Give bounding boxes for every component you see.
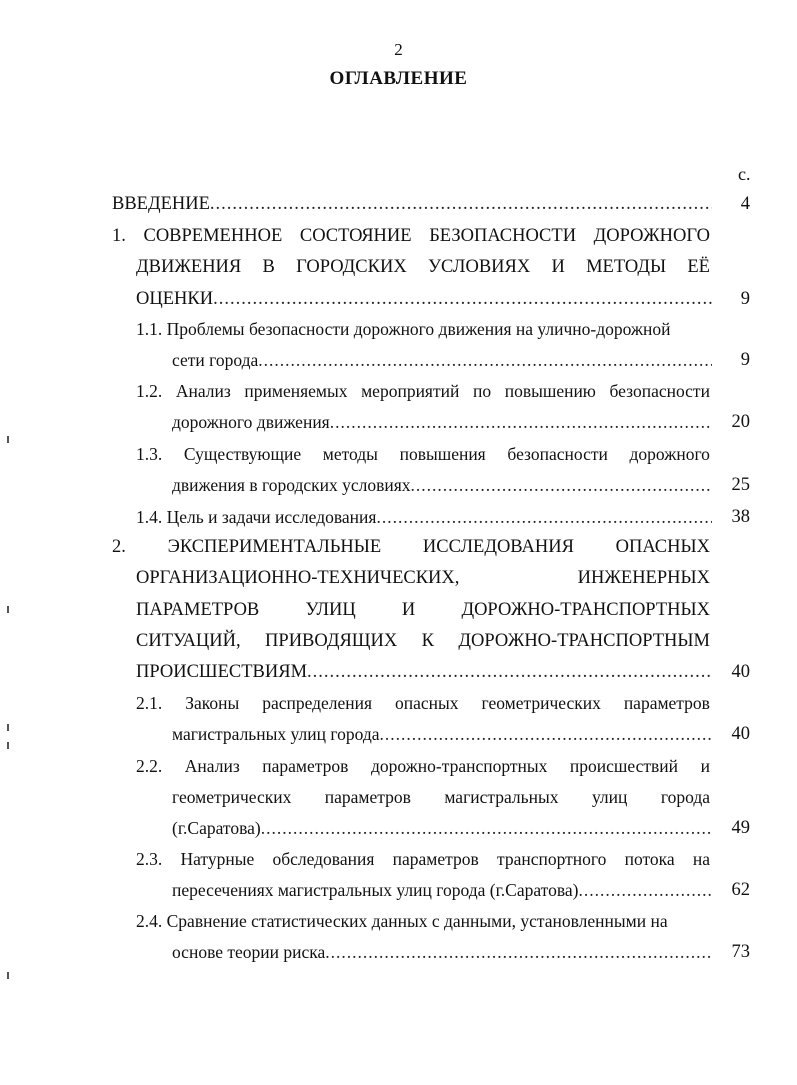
toc-word: ГОРОДСКИХ: [296, 257, 407, 277]
toc-word: повышения: [399, 444, 486, 464]
toc-word: обследования: [272, 849, 375, 869]
page-number: 2: [394, 40, 403, 59]
toc-page-number: 38: [731, 507, 750, 527]
toc-entry-1-3[interactable]: [136, 442, 710, 466]
toc-page-number: 25: [731, 475, 750, 495]
dot-leader: [325, 940, 712, 964]
toc-page-number: 20: [731, 412, 750, 432]
toc-entry-chapter-1[interactable]: [112, 224, 710, 248]
dot-leader: [210, 192, 712, 216]
toc-entry-2-2-line-2: [172, 785, 710, 809]
toc-word: ИНЖЕНЕРНЫХ: [577, 568, 710, 588]
toc-entry-chapter-2-line-5: [136, 660, 712, 684]
toc-entry-2-4[interactable]: 2.4. Сравнение статистических данных с данными, установленными на: [136, 911, 668, 931]
toc-entry-title: 1.4. Цель и задачи исследования: [136, 507, 377, 527]
toc-entry-2-1[interactable]: [136, 691, 710, 715]
dot-leader: [307, 660, 712, 684]
toc-word: К: [421, 631, 434, 651]
toc-page-number: 9: [740, 350, 750, 370]
toc-word: геометрических: [172, 787, 292, 807]
toc-entry-title: ВВЕДЕНИЕ: [112, 194, 210, 214]
dot-leader: [376, 505, 712, 529]
toc-word: 2.: [112, 537, 126, 557]
dot-leader: [380, 722, 712, 746]
toc-entry-intro[interactable]: [112, 192, 712, 216]
toc-word: повышению: [504, 381, 596, 401]
toc-page-number: 49: [731, 818, 750, 838]
toc-entry-1-2[interactable]: [136, 379, 710, 403]
toc-entry-title: движения в городских условиях: [172, 475, 411, 495]
toc-word: Анализ: [184, 756, 240, 776]
toc-word: параметров: [392, 849, 479, 869]
toc-entry-title: дорожного движения: [172, 412, 330, 432]
toc-word: параметров: [623, 693, 710, 713]
toc-word: ДВИЖЕНИЯ: [136, 257, 242, 277]
toc-word: ДОРОЖНОГО: [593, 226, 710, 246]
toc-word: СОСТОЯНИЕ: [299, 226, 412, 246]
dot-leader: [411, 473, 712, 497]
toc-entry-2-1-line-2: [172, 722, 712, 746]
toc-entry-1-4[interactable]: [136, 505, 712, 529]
toc-word: безопасности: [507, 444, 608, 464]
toc-word: ДОРОЖНО-ТРАНСПОРТНЫХ: [461, 600, 710, 620]
toc-word: ЕЁ: [687, 257, 710, 277]
toc-entry-title: ОЦЕНКИ: [136, 289, 214, 309]
toc-word: геометрических: [481, 693, 601, 713]
toc-word: ПРИВОДЯЩИХ: [265, 631, 398, 651]
toc-word: ДОРОЖНО-ТРАНСПОРТНЫМ: [458, 631, 710, 651]
toc-entry-title: магистральных улиц города: [172, 724, 380, 744]
toc-entry-title: пересечениях магистральных улиц города (г.Саратова): [172, 880, 579, 900]
toc-word: дорожного: [629, 444, 710, 464]
toc-word: 1.3.: [136, 444, 163, 464]
toc-entry-1-3-line-2: [172, 473, 712, 497]
dot-leader: [213, 287, 712, 311]
toc-entry-2-2[interactable]: [136, 754, 710, 778]
toc-entry-chapter-2-line-4: [136, 629, 710, 653]
toc-entry-1-2-line-2: [172, 410, 712, 434]
page-title: ОГЛАВЛЕНИЕ: [329, 68, 468, 89]
toc-entry-title: (г.Саратова): [172, 818, 261, 838]
toc-word: на: [692, 849, 710, 869]
toc-word: улиц: [591, 787, 628, 807]
toc-word: И: [551, 257, 565, 277]
toc-entry-2-3[interactable]: [136, 847, 710, 871]
toc-word: мероприятий: [361, 381, 460, 401]
toc-word: МЕТОДЫ: [586, 257, 667, 277]
toc-word: ПАРАМЕТРОВ: [136, 600, 260, 620]
toc-word: Законы: [185, 693, 240, 713]
toc-word: 2.3.: [136, 849, 163, 869]
toc-word: БЕЗОПАСНОСТИ: [429, 226, 577, 246]
toc-word: Натурные: [180, 849, 255, 869]
toc-entry-1-1-line-2: [172, 348, 712, 372]
toc-entry-chapter-2-line-3: [136, 598, 710, 622]
toc-entry-1-1[interactable]: 1.1. Проблемы безопасности дорожного движения на улично-дорожной: [136, 319, 671, 339]
toc-word: применяемых: [244, 381, 348, 401]
dot-leader: [578, 878, 712, 902]
toc-word: распределения: [262, 693, 373, 713]
toc-word: потока: [624, 849, 675, 869]
toc-word: ОРГАНИЗАЦИОННО-ТЕХНИЧЕСКИХ,: [136, 568, 460, 588]
toc-entry-chapter-1-line-2: [136, 255, 710, 279]
toc-entry-chapter-2-line-2: [136, 566, 710, 590]
toc-page-number: 40: [731, 724, 750, 744]
toc-page-number: 9: [740, 289, 750, 309]
toc-word: безопасности: [609, 381, 710, 401]
toc-word: СИТУАЦИЙ,: [136, 631, 241, 651]
toc-entry-2-3-line-2: [172, 878, 712, 902]
toc-entry-chapter-1-line-3: [136, 287, 712, 311]
dot-leader: [261, 816, 712, 840]
toc-word: магистральных: [444, 787, 559, 807]
dot-leader: [258, 348, 712, 372]
toc-word: по: [472, 381, 492, 401]
toc-entry-2-2-line-3: [172, 816, 712, 840]
toc-word: ИССЛЕДОВАНИЯ: [422, 537, 574, 557]
toc-entry-chapter-2[interactable]: [112, 535, 710, 559]
toc-word: методы: [322, 444, 378, 464]
toc-word: 1.: [112, 226, 126, 246]
toc-entry-title: сети города: [172, 350, 259, 370]
toc-entry-title: ПРОИСШЕСТВИЯМ: [136, 662, 308, 682]
toc-word: и: [700, 756, 710, 776]
toc-word: И: [401, 600, 416, 620]
toc-word: УСЛОВИЯХ: [427, 257, 531, 277]
toc-word: Существующие: [183, 444, 302, 464]
toc-word: параметров: [262, 756, 349, 776]
toc-word: дорожно-транспортных: [370, 756, 548, 776]
toc-page-number: 62: [731, 880, 750, 900]
toc-word: ЭКСПЕРИМЕНТАЛЬНЫЕ: [167, 537, 382, 557]
toc-word: параметров: [324, 787, 411, 807]
toc-page-number: 40: [731, 662, 750, 682]
toc-word: 2.2.: [136, 756, 163, 776]
toc-word: ОПАСНЫХ: [615, 537, 710, 557]
toc-word: Анализ: [175, 381, 231, 401]
scan-mark: [7, 606, 9, 613]
toc-word: опасных: [395, 693, 459, 713]
toc-word: города: [660, 787, 710, 807]
toc-entry-title: основе теории риска: [172, 942, 326, 962]
scan-mark: [7, 436, 9, 443]
scan-mark: [7, 972, 9, 979]
toc-page-number: 4: [740, 194, 750, 214]
scan-mark: [7, 742, 9, 749]
toc-entry-2-4-line-2: [172, 940, 712, 964]
toc-word: происшествий: [569, 756, 679, 776]
dot-leader: [330, 410, 712, 434]
toc-word: В: [262, 257, 275, 277]
toc-word: 2.1.: [136, 693, 163, 713]
toc-word: транспортного: [496, 849, 607, 869]
toc-word: 1.2.: [136, 381, 163, 401]
scan-mark: [7, 724, 9, 731]
page-column-label: с.: [738, 164, 751, 184]
toc-page-number: 73: [731, 942, 750, 962]
toc-word: СОВРЕМЕННОЕ: [143, 226, 283, 246]
toc-word: УЛИЦ: [305, 600, 356, 620]
